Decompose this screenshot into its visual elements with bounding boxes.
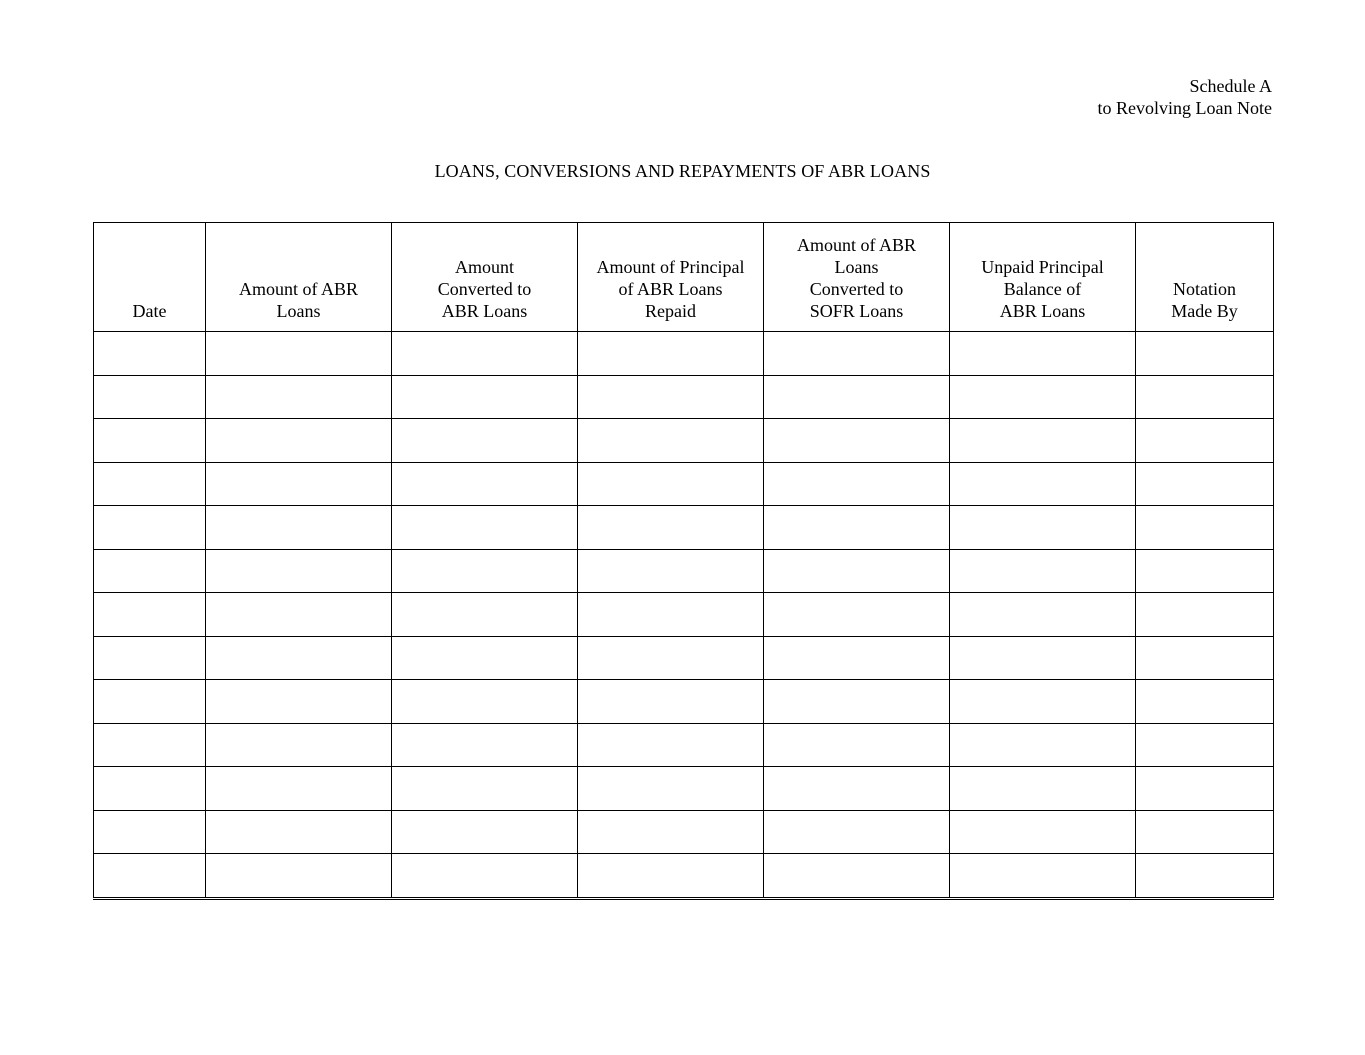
ledger-table-body [94,332,1274,899]
table-cell [206,549,392,593]
table-cell [764,723,950,767]
table-cell [392,375,578,419]
column-header-line: Amount of ABR [796,235,916,255]
table-row [94,375,1274,419]
table-cell [206,462,392,506]
table-cell [764,680,950,724]
table-cell [392,636,578,680]
table-cell [206,723,392,767]
table-cell [94,506,206,550]
table-cell [764,767,950,811]
table-row [94,549,1274,593]
table-cell [392,723,578,767]
table-cell [764,506,950,550]
table-cell [578,462,764,506]
table-row [94,810,1274,854]
table-cell [764,462,950,506]
column-header-line: Amount of Principal [596,257,745,277]
table-cell [1136,375,1274,419]
table-cell [1136,636,1274,680]
table-cell [578,549,764,593]
column-header [578,223,764,332]
table-cell [206,332,392,376]
column-header-line: Loans [276,301,321,321]
column-header-line: Balance of [1003,279,1082,299]
table-cell [94,854,206,899]
table-cell [392,506,578,550]
column-header-line: of ABR Loans [618,279,723,299]
column-header-line: Made By [1171,301,1238,321]
table-cell [950,549,1136,593]
column-header [950,223,1136,332]
table-cell [950,810,1136,854]
table-cell [1136,767,1274,811]
table-cell [578,419,764,463]
schedule-label [1098,75,1272,119]
table-cell [206,680,392,724]
schedule-label-line-1: Schedule A [1189,76,1272,96]
table-cell [578,680,764,724]
table-cell [578,593,764,637]
column-header-line: Loans [834,257,879,277]
table-cell [764,375,950,419]
table-cell [578,506,764,550]
table-cell [392,462,578,506]
table-cell [94,549,206,593]
table-cell [206,375,392,419]
table-cell [1136,810,1274,854]
table-cell [764,332,950,376]
column-header [392,223,578,332]
table-cell [206,636,392,680]
table-cell [764,419,950,463]
table-cell [392,593,578,637]
table-cell [578,723,764,767]
table-cell [392,810,578,854]
table-cell [94,332,206,376]
table-cell [1136,680,1274,724]
table-cell [94,419,206,463]
column-header-line: ABR Loans [441,301,528,321]
ledger-table-header [94,223,1274,332]
column-header [94,223,206,332]
table-cell [950,593,1136,637]
column-header-line: SOFR Loans [809,301,904,321]
table-cell [94,636,206,680]
table-cell [392,332,578,376]
table-cell [392,854,578,899]
table-cell [950,636,1136,680]
table-cell [950,854,1136,899]
table-row [94,462,1274,506]
table-cell [950,375,1136,419]
header-row [94,223,1274,332]
schedule-label-line-2: to Revolving Loan Note [1097,98,1272,118]
table-cell [950,767,1136,811]
table-cell [206,593,392,637]
column-header-line: Date [132,301,167,321]
table-cell [392,680,578,724]
table-cell [1136,549,1274,593]
table-cell [94,375,206,419]
table-cell [94,767,206,811]
table-cell [1136,462,1274,506]
table-row [94,636,1274,680]
column-header-line: Amount of ABR [238,279,358,299]
table-cell [94,723,206,767]
table-cell [206,419,392,463]
table-cell [950,723,1136,767]
column-header-line: Repaid [645,301,696,321]
column-header-line: ABR Loans [999,301,1086,321]
table-cell [578,636,764,680]
table-cell [1136,854,1274,899]
table-cell [94,593,206,637]
table-cell [764,549,950,593]
table-cell [94,810,206,854]
table-cell [578,332,764,376]
column-header-line: Amount [454,257,514,277]
table-cell [764,854,950,899]
column-header [764,223,950,332]
table-cell [392,549,578,593]
table-row [94,593,1274,637]
table-cell [1136,723,1274,767]
table-cell [578,854,764,899]
table-row [94,332,1274,376]
table-cell [578,767,764,811]
column-header [1136,223,1274,332]
table-row [94,854,1274,899]
column-header-line: Converted to [437,279,532,299]
table-cell [950,680,1136,724]
table-cell [764,810,950,854]
ledger-table [93,222,1274,900]
table-cell [94,680,206,724]
table-cell [206,810,392,854]
table-row [94,680,1274,724]
table-cell [764,593,950,637]
table-cell [1136,506,1274,550]
table-row [94,419,1274,463]
table-cell [764,636,950,680]
column-header-line: Unpaid Principal [981,257,1104,277]
table-cell [1136,332,1274,376]
table-row [94,767,1274,811]
table-cell [950,506,1136,550]
table-cell [206,854,392,899]
table-cell [1136,593,1274,637]
table-cell [950,419,1136,463]
table-cell [392,419,578,463]
table-row [94,506,1274,550]
table-cell [950,332,1136,376]
column-header [206,223,392,332]
column-header-line: Converted to [809,279,904,299]
table-cell [578,375,764,419]
table-cell [94,462,206,506]
table-cell [206,767,392,811]
ledger-table-container [93,222,1273,900]
table-row [94,723,1274,767]
table-cell [950,462,1136,506]
table-cell [1136,419,1274,463]
document-title: LOANS, CONVERSIONS AND REPAYMENTS OF ABR LOANS [434,161,931,181]
table-cell [578,810,764,854]
column-header-line: Notation [1173,279,1236,299]
table-cell [392,767,578,811]
table-cell [206,506,392,550]
